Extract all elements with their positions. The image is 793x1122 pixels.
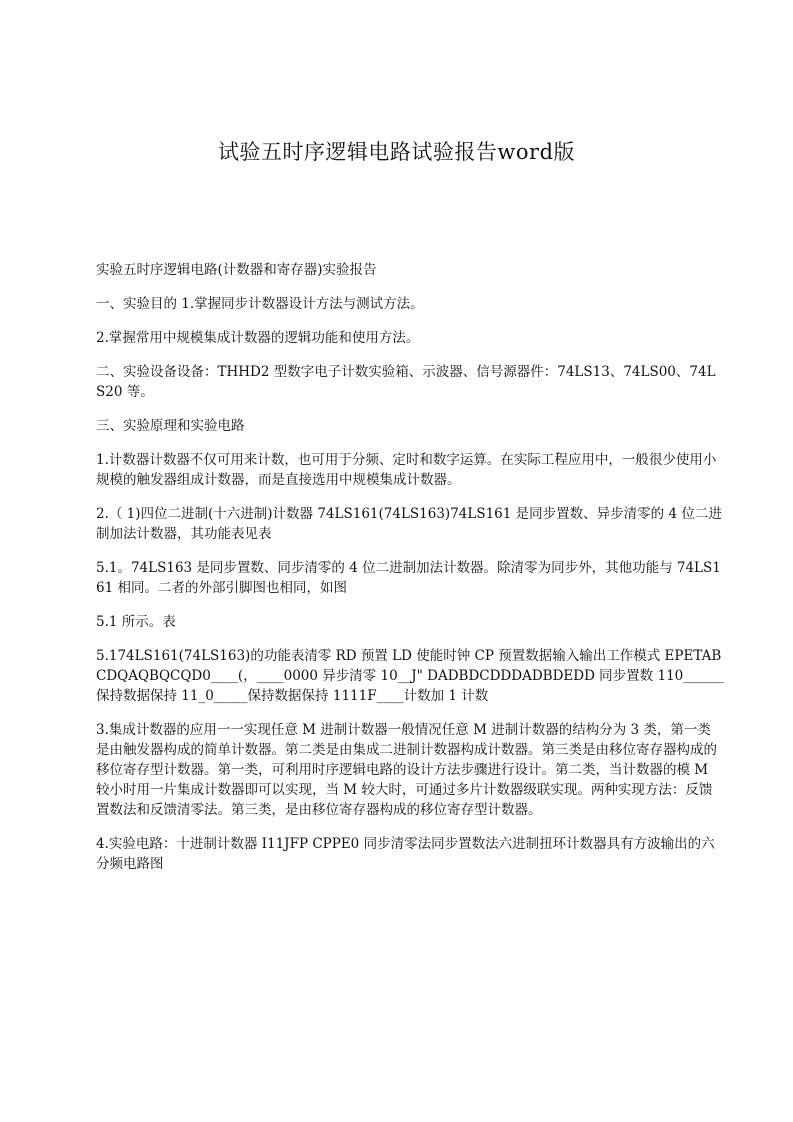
- figure-reference-paragraph: 5.1 所示。表: [96, 614, 176, 630]
- binary-counter-paragraph: 2.（ 1)四位二进制(十六进制)计数器 74LS161(74LS163)74LS161 是同步置数、异步清零的 4 位二进制加法计数器，其功能表见表: [96, 506, 722, 542]
- function-table-paragraph: 5.174LS161(74LS163)的功能表清零 RD 预置 LD 使能时钟 CP 预置数据输入输出工作模式 EPETABCDQAQBQCQD0____(，____0000 异步清零 10__J" DADBDCDDDADBDEDD 同步置数 110______保持数据保持 11_0_____保持数据保持 1111F____计数加 1 计数: [96, 648, 724, 704]
- report-heading: 实验五时序逻辑电路(计数器和寄存器)实验报告: [96, 262, 377, 278]
- objective-paragraph-2: 2.掌握常用中规模集成计数器的逻辑功能和使用方法。: [96, 330, 420, 346]
- objective-paragraph-1: 一、实验目的 1.掌握同步计数器设计方法与测试方法。: [96, 296, 424, 312]
- document-title: 试验五时序逻辑电路试验报告word版: [217, 140, 576, 164]
- principle-heading: 三、实验原理和实验电路: [96, 418, 245, 434]
- counter-application-paragraph: 3.集成计数器的应用一一实现任意 M 进制计数器一般情况任意 M 进制计数器的结构分为 3 类，第一类是由触发器构成的简单计数器。第二类是由集成二进制计数器构成计数器。第三类是由移位寄存器构成的移位寄存型计数器。第一类，可利用时序逻辑电路的设计方法步骤进行设计。第二类，当计数器的模 M 较小时用一片集成计数器即可以实现，当 M 较大时，可通过多片计数器级联实现。两种实现方法：反馈置数法和反馈清零法。第三类，是由移位寄存器构成的移位寄存型计数器。: [96, 722, 717, 818]
- ls163-paragraph: 5.1。74LS163 是同步置数、同步清零的 4 位二进制加法计数器。除清零为同步外，其他功能与 74LS161 相同。二者的外部引脚图也相同，如图: [96, 560, 721, 596]
- counter-intro-paragraph: 1.计数器计数器不仅可用来计数，也可用于分频、定时和数字运算。在实际工程应用中，一般很少使用小规模的触发器组成计数器，而是直接选用中规模集成计数器。: [96, 452, 717, 488]
- document-body: [96, 260, 724, 888]
- equipment-paragraph: 二、实验设备设备：THHD2 型数字电子计数实验箱、示波器、信号源器件：74LS13、74LS00、74LS20 等。: [96, 364, 716, 400]
- experiment-circuit-paragraph: 4.实验电路：十进制计数器 I11JFP CPPE0 同步清零法同步置数法六进制扭环计数器具有方波输出的六分频电路图: [96, 836, 715, 872]
